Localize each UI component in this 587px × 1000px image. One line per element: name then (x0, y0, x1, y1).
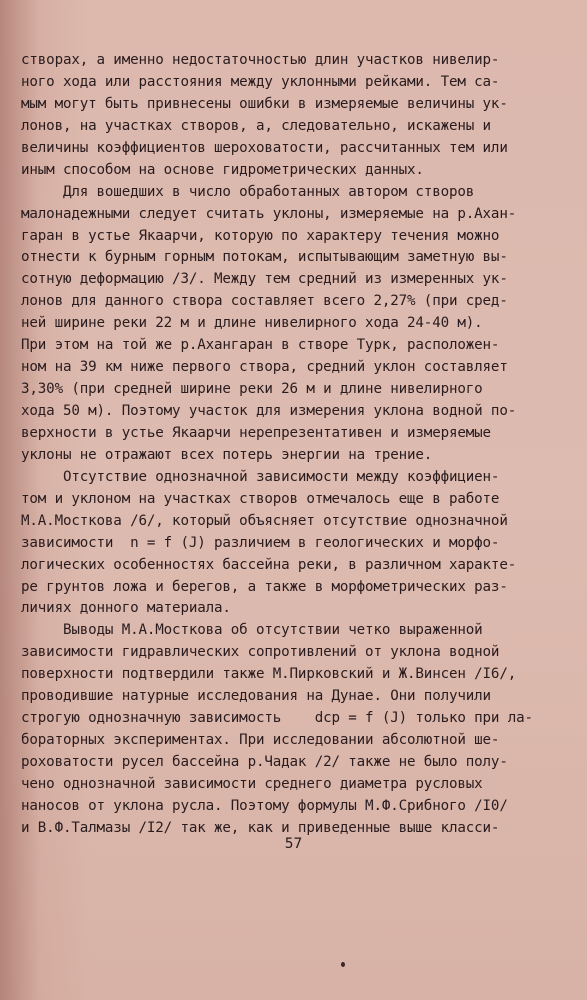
text-line: отнести к бурным горным потокам, испытывающим заметную вы- (21, 249, 508, 266)
text-line: ре грунтов ложа и берегов, а также в морфометрических раз- (21, 578, 508, 595)
text-line: Для вошедших в число обработанных автором створов (21, 183, 475, 200)
text-line: лонов, на участках створов, а, следовательно, искажены и (21, 117, 491, 134)
text-line: и В.Ф.Талмазы /I2/ так же, как и приведенные выше класси- (21, 819, 500, 836)
text-line: иным способом на основе гидрометрических данных. (21, 161, 424, 178)
text-line: наносов от уклона русла. Поэтому формулы М.Ф.Срибного /I0/ (21, 797, 508, 814)
text-line: проводившие натурные исследования на Дунае. Они получили (21, 688, 491, 705)
text-line: Отсутствие однозначной зависимости между коэффициен- (21, 468, 500, 485)
ink-speck (341, 962, 345, 967)
text-line: 3,30% (при средней ширине реки 26 м и длине нивелирного (21, 381, 483, 398)
text-line: уклоны не отражают всех потерь энергии на трение. (21, 446, 433, 463)
text-line: зависимости n = f (J) различием в геологических и морфо- (21, 534, 500, 551)
text-line: ней ширине реки 22 м и длине нивелирного хода 24-40 м). (21, 315, 483, 332)
text-line: верхности в устье Якаарчи нерепрезентативен и измеряемые (21, 424, 491, 441)
text-line: сотную деформацию /3/. Между тем средний из измеренных ук- (21, 271, 508, 288)
text-line: том и уклоном на участках створов отмечалось еще в работе (21, 490, 500, 507)
text-line: строгую однозначную зависимость dср = f (J) только при ла- (21, 710, 533, 727)
text-line: Выводы М.А.Мосткова об отсутствии четко выраженной (21, 622, 483, 639)
text-line: мым могут быть привнесены ошибки в измеряемые величины ук- (21, 95, 508, 112)
text-line: створах, а именно недостаточностью длин участков нивелир- (21, 52, 500, 68)
body-text (21, 50, 581, 840)
text-line: При этом на той же р.Ахангаран в створе Турк, расположен- (21, 337, 500, 354)
text-line: ном на 39 км ниже первого створа, средний уклон составляет (21, 359, 508, 376)
text-line: малонадежными следует считать уклоны, измеряемые на р.Ахан- (21, 205, 517, 222)
text-line: чено однозначной зависимости среднего диаметра русловых (21, 775, 483, 792)
page-number: 57 (284, 836, 303, 852)
text-line: роховатости русел бассейна р.Чадак /2/ также не было полу- (21, 754, 508, 770)
text-line: поверхности подтвердили также М.Пирковский и Ж.Винсен /I6/, (21, 666, 517, 683)
text-line: логических особенностях бассейна реки, в различном характе- (21, 556, 517, 573)
text-line: хода 50 м). Поэтому участок для измерения уклона водной по- (21, 403, 517, 419)
text-line: М.А.Мосткова /6/, который объясняет отсутствие однозначной (21, 512, 508, 529)
text-line: лонов для данного створа составляет всего 2,27% (при сред- (21, 293, 508, 310)
text-line: бораторных экспериментах. При исследовании абсолютной ше- (21, 732, 500, 749)
text-line: зависимости гидравлических сопротивлений от уклона водной (21, 644, 500, 661)
text-line: величины коэффициентов шероховатости, рассчитанных тем или (21, 139, 508, 156)
text-line: гаран в устье Якаарчи, которую по характеру течения можно (21, 227, 500, 244)
text-line: личиях донного материала. (21, 600, 231, 617)
text-line: ного хода или расстояния между уклонными рейками. Тем са- (21, 73, 500, 90)
